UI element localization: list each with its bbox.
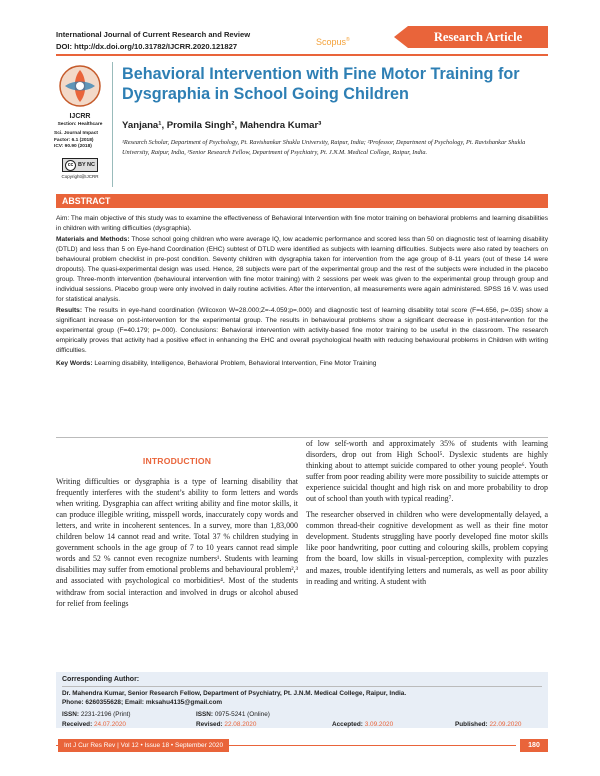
results-text: The results in eye-hand coordination (Wilcoxon W=28.000;Z=-4.059;p=.000) and diagnostic test of learning disability total score (F=4.656, p=.035) show a significant increase on post-intervention for the experimental group. The results in behavioural problems show a significant decrease in post-intervention for the experimental group (F=40.179; p=.000). Conclusions: Behavioral intervention with activity-based fine motor training to be useful in the classroom. The research empirically proves that activity had a positive effect in enhancing the EHC and overall psychological health with reducing behavioural problems in Children with writing difficulties. bbox=[56, 307, 548, 354]
corresponding-author-contact[interactable]: Phone: 6260355628; Email: mksahu4135@gmail.com bbox=[62, 699, 223, 706]
abstract-results bbox=[56, 306, 548, 356]
methods-text: Those school going children who were average IQ, low academic performance and scored less than 50 on diagnostic test of learning disability (DTLD) and less than 5 on Eye-hand Coordination (EHC) subtest of DTLD were identified as subjects with learning difficulties. Subjects were also rated by teachers on behavioural problem checklist in pre-post condition. Seventy children with dysgraphia taken for intervention from the age group of 8-11 years (out of these 14 were dropouts). The quasi-experimental design was used. Hence, 28 subjects were part of the experimental group and the rest of the subjects were included in the placebo group. Three-month intervention (behavioural intervention with fine motor training) with 2 sessions per week was given to the experimental group through group and individual sessions. Placebo group were only involved in daily routine activities. After the intervention, all measurements were again administered. SPSS 16 V. was used for statistical analysis. bbox=[56, 236, 549, 303]
scopus-text: Scopus bbox=[316, 37, 347, 47]
scopus-logo: Scopus® bbox=[316, 37, 350, 47]
cc-icon: cc bbox=[65, 160, 76, 171]
abstract-heading: ABSTRACT bbox=[56, 194, 548, 208]
box-divider bbox=[62, 686, 542, 687]
accepted-label: Accepted: bbox=[332, 721, 363, 728]
published-label: Published: bbox=[455, 721, 488, 728]
impact-line: Sci. Journal Impact bbox=[54, 131, 98, 136]
abstract-aim: Aim: The main objective of this study was to examine the effectiveness of Behavioral Intervention with fine motor training on behavioral problems and learning disabilities in children with writing difficulties (dysgraphia). bbox=[56, 215, 548, 232]
introduction-paragraph: of low self-worth and approximately 35% of students with learning disorders, drop out from High School⁵. Dyslexic students are highly thinking about to attempt suicide compared to other young people⁶. Youth suffer from poor reading ability were more possibility to suicide attempts or experience suicidal thought and high risk on and more probability to drop out of school than youth with typical reading⁷. bbox=[306, 439, 548, 504]
published-value: 22.09.2020 bbox=[489, 721, 522, 728]
received-label: Received: bbox=[62, 721, 93, 728]
body-column-right bbox=[306, 438, 548, 587]
introduction-paragraph: Writing difficulties or dysgraphia is a type of learning disability that frequently interferes with the student’s ability to form letters and words when writing. Dysgraphia can affect writing ability and fine motor skills, it can produce illegible writing, misspell words, inaccurately copy words and letters, and write in incoherent sentences. In a survey, more than 1,83,000 children below 14 cannot read and write. Total 37 % children studying in government schools in the age group of 7 to 10 years cannot read simple words and 52 % cannot even recognize numbers¹. Students with learning disabilities may suffer from emotional problems and behavioural problem²,³ and associated with psychological co morbidities⁴. Most of the students withdraw from social interaction and involved in drugs or alcohol abused for relief from feelings bbox=[56, 477, 298, 608]
logo-section: Section: Healthcare bbox=[57, 122, 103, 127]
keywords-text: Learning disability, Intelligence, Behavioral Problem, Behavioral Intervention, Fine Motor Training bbox=[94, 360, 377, 367]
received-date bbox=[62, 721, 126, 728]
journal-name: International Journal of Current Research and Review bbox=[56, 30, 251, 39]
article-title: Behavioral Intervention with Fine Motor Training for Dysgraphia in School Going Children bbox=[122, 65, 520, 103]
issn-value: 0975-5241 (Online) bbox=[214, 711, 270, 718]
issn-print bbox=[62, 711, 131, 718]
revised-date bbox=[196, 721, 256, 728]
footer-citation: Int J Cur Res Rev | Vol 12 • Issue 18 • September 2020 bbox=[58, 739, 229, 752]
doi-line bbox=[56, 42, 237, 51]
issn-value: 2231-2196 (Print) bbox=[80, 711, 131, 718]
research-article-banner: Research Article bbox=[408, 26, 548, 48]
abstract-body bbox=[56, 214, 548, 370]
impact-factor bbox=[54, 131, 106, 151]
body-column-left bbox=[56, 456, 298, 609]
page-number: 180 bbox=[520, 739, 548, 752]
impact-line: Factor: 6.1 (2018) bbox=[54, 137, 94, 143]
issn-label: ISSN: bbox=[196, 711, 214, 718]
revised-label: Revised: bbox=[196, 721, 223, 728]
issn-online bbox=[196, 711, 270, 718]
abstract-keywords bbox=[56, 359, 548, 369]
introduction-heading: INTRODUCTION bbox=[142, 456, 212, 466]
published-date bbox=[455, 721, 521, 728]
methods-label: Materials and Methods: bbox=[56, 236, 130, 243]
revised-value: 22.08.2020 bbox=[224, 721, 257, 728]
abstract-methods bbox=[56, 235, 548, 305]
results-label: Results: bbox=[56, 307, 83, 314]
column-divider bbox=[112, 62, 113, 187]
doi-label: DOI: bbox=[56, 42, 73, 51]
received-value: 24.07.2020 bbox=[93, 721, 126, 728]
corresponding-author-heading: Corresponding Author: bbox=[62, 676, 140, 683]
authors: Yanjana¹, Promila Singh², Mahendra Kumar³ bbox=[122, 120, 322, 131]
introduction-paragraph: The researcher observed in children who were developmentally delayed, a common thread-their cognitive development as well as their fine motor development. Students struggling have poorly developed fine motor skills like poor handwriting, poor cutting and colouring skills, problem copying from the board, low skills in visual-perception, complexity with puzzles and mazes, trouble identifying letters and numerals, as well as poor ability in reading and writing. A student with bbox=[306, 510, 548, 586]
doi-link[interactable]: http://dx.doi.org/10.31782/IJCRR.2020.121827 bbox=[74, 42, 238, 51]
cc-label: BY NC bbox=[77, 162, 95, 168]
header-divider bbox=[56, 54, 548, 56]
accepted-value: 3.09.2020 bbox=[364, 721, 394, 728]
issn-label: ISSN: bbox=[62, 711, 80, 718]
impact-line: ICV: 90.90 (2018) bbox=[54, 144, 92, 149]
logo-name: IJCRR bbox=[69, 113, 91, 120]
creative-commons-badge[interactable] bbox=[62, 158, 98, 172]
keywords-label: Key Words: bbox=[56, 360, 93, 367]
ijcrr-logo-icon bbox=[57, 64, 103, 108]
corresponding-author-name: Dr. Mahendra Kumar, Senior Research Fellow, Department of Psychiatry, Pt. J.N.M. Medical College, Raipur, India. bbox=[62, 690, 407, 697]
copyright: Copyright@IJCRR bbox=[61, 174, 99, 179]
affiliations: ¹Research Scholar, Department of Psychology, Pt. Ravishankar Shukla University, Raipur, India; ²Professor, Department of Psychology, Pt. Ravishankar Shukla University, Raipur, India, ³Senior Research Fellow, Department of Psychiatry, Pt. J.N.M. Medical College, Raipur, India. bbox=[122, 139, 526, 156]
accepted-date bbox=[332, 721, 393, 728]
